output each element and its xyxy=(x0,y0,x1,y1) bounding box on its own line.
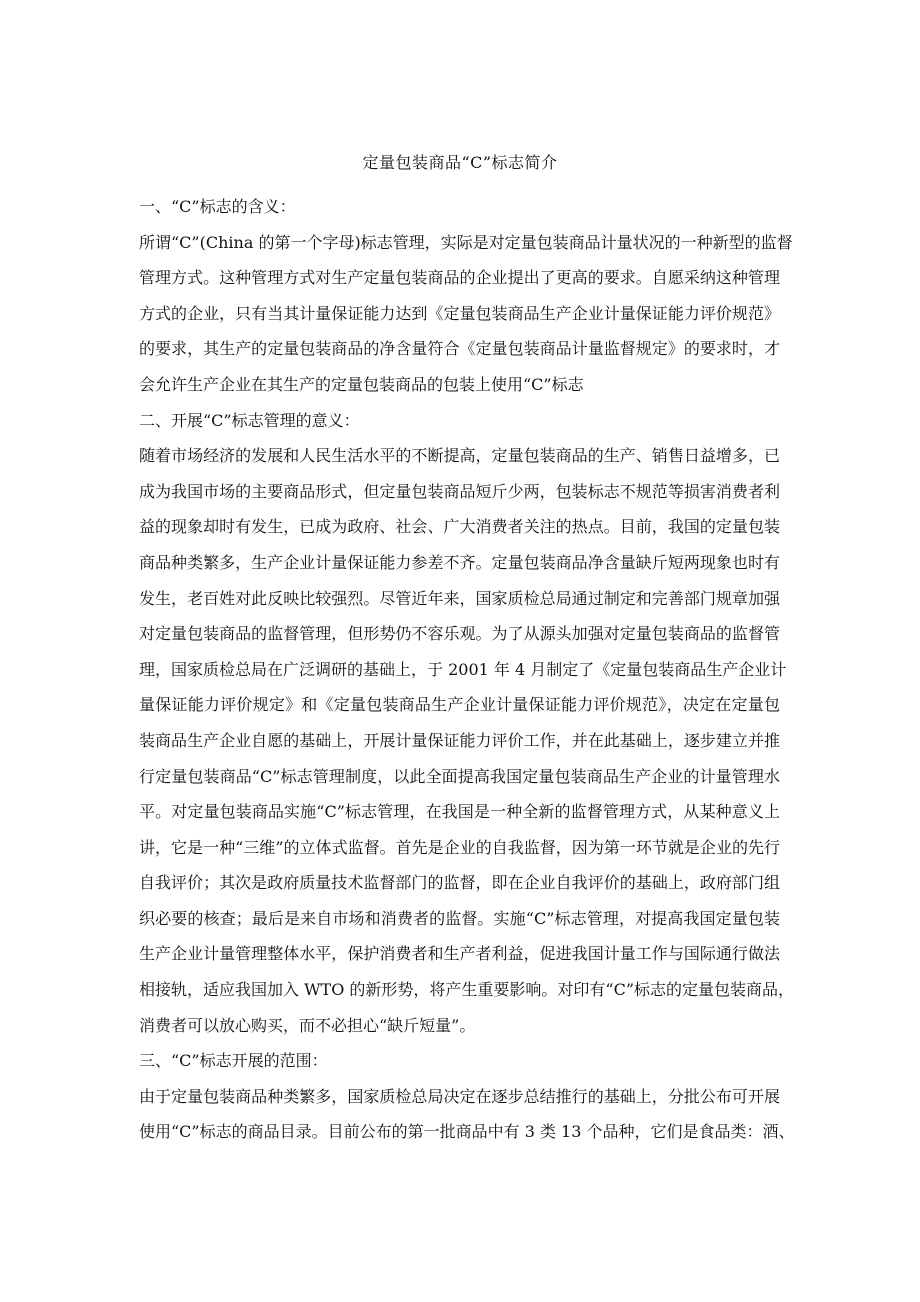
paragraph-line: 由于定量包装商品种类繁多，国家质检总局决定在逐步总结推行的基础上，分批公布可开展 xyxy=(139,1086,780,1106)
paragraph-line: 益的现象却时有发生，已成为政府、社会、广大消费者关注的热点。目前，我国的定量包装 xyxy=(139,517,780,537)
paragraph-line: 装商品生产企业自愿的基础上，开展计量保证能力评价工作，并在此基础上，逐步建立并推 xyxy=(139,730,780,750)
paragraph-line: 消费者可以放心购买，而不必担心“缺斤短量”。 xyxy=(139,1015,476,1035)
paragraph-line: 发生，老百姓对此反映比较强烈。尽管近年来，国家质检总局通过制定和完善部门规章加强 xyxy=(139,588,780,608)
paragraph-line: 所谓“C”(China 的第一个字母)标志管理，实际是对定量包装商品计量状况的一种新型的监督 xyxy=(139,232,793,252)
section-heading-2: 二、开展“C”标志管理的意义： xyxy=(139,410,360,430)
paragraph-line: 行定量包装商品“C”标志管理制度，以此全面提高我国定量包装商品生产企业的计量管理水 xyxy=(139,766,780,786)
paragraph-line: 织必要的核查；最后是来自市场和消费者的监督。实施“C”标志管理，对提高我国定量包装 xyxy=(139,908,780,928)
paragraph-line: 商品种类繁多，生产企业计量保证能力参差不齐。定量包装商品净含量缺斤短两现象也时有 xyxy=(139,552,780,572)
paragraph-line: 方式的企业，只有当其计量保证能力达到《定量包装商品生产企业计量保证能力评价规范》 xyxy=(139,303,780,323)
paragraph-line: 平。对定量包装商品实施“C”标志管理，在我国是一种全新的监督管理方式，从某种意义上 xyxy=(139,802,780,822)
paragraph-line: 随着市场经济的发展和人民生活水平的不断提高，定量包装商品的生产、销售日益增多，已 xyxy=(139,446,780,466)
paragraph-line: 生产企业计量管理整体水平，保护消费者和生产者利益，促进我国计量工作与国际通行做法 xyxy=(139,944,780,964)
document-title: 定量包装商品“C”标志简介 xyxy=(362,153,558,172)
paragraph-line: 讲，它是一种“三维”的立体式监督。首先是企业的自我监督，因为第一环节就是企业的先行 xyxy=(139,837,780,857)
paragraph-line: 管理方式。这种管理方式对生产定量包装商品的企业提出了更高的要求。自愿采纳这种管理 xyxy=(139,268,780,288)
paragraph-line: 量保证能力评价规定》和《定量包装商品生产企业计量保证能力评价规范》，决定在定量包 xyxy=(139,695,780,715)
section-heading-3: 三、“C”标志开展的范围： xyxy=(139,1051,328,1071)
section-heading-1: 一、“C”标志的含义： xyxy=(139,197,296,216)
paragraph-line: 自我评价；其次是政府质量技术监督部门的监督，即在企业自我评价的基础上，政府部门组 xyxy=(139,873,780,893)
paragraph-line: 对定量包装商品的监督管理，但形势仍不容乐观。为了从源头加强对定量包装商品的监督管 xyxy=(139,624,780,644)
paragraph-line: 成为我国市场的主要商品形式，但定量包装商品短斤少两，包装标志不规范等损害消费者利 xyxy=(139,481,780,501)
paragraph-line: 的要求，其生产的定量包装商品的净含量符合《定量包装商品计量监督规定》的要求时，才 xyxy=(139,339,780,359)
paragraph-line: 理，国家质检总局在广泛调研的基础上，于 2001 年 4 月制定了《定量包装商品生产企业计 xyxy=(139,659,787,679)
paragraph-line: 相接轨，适应我国加入 WTO 的新形势，将产生重要影响。对印有“C”标志的定量包装商品， xyxy=(139,980,795,1000)
paragraph-line: 使用“C”标志的商品目录。目前公布的第一批商品中有 3 类 13 个品种，它们是食品类：酒、 xyxy=(139,1122,795,1142)
document-body xyxy=(139,189,795,1150)
paragraph-line: 会允许生产企业在其生产的定量包装商品的包装上使用“C”标志 xyxy=(139,374,584,394)
